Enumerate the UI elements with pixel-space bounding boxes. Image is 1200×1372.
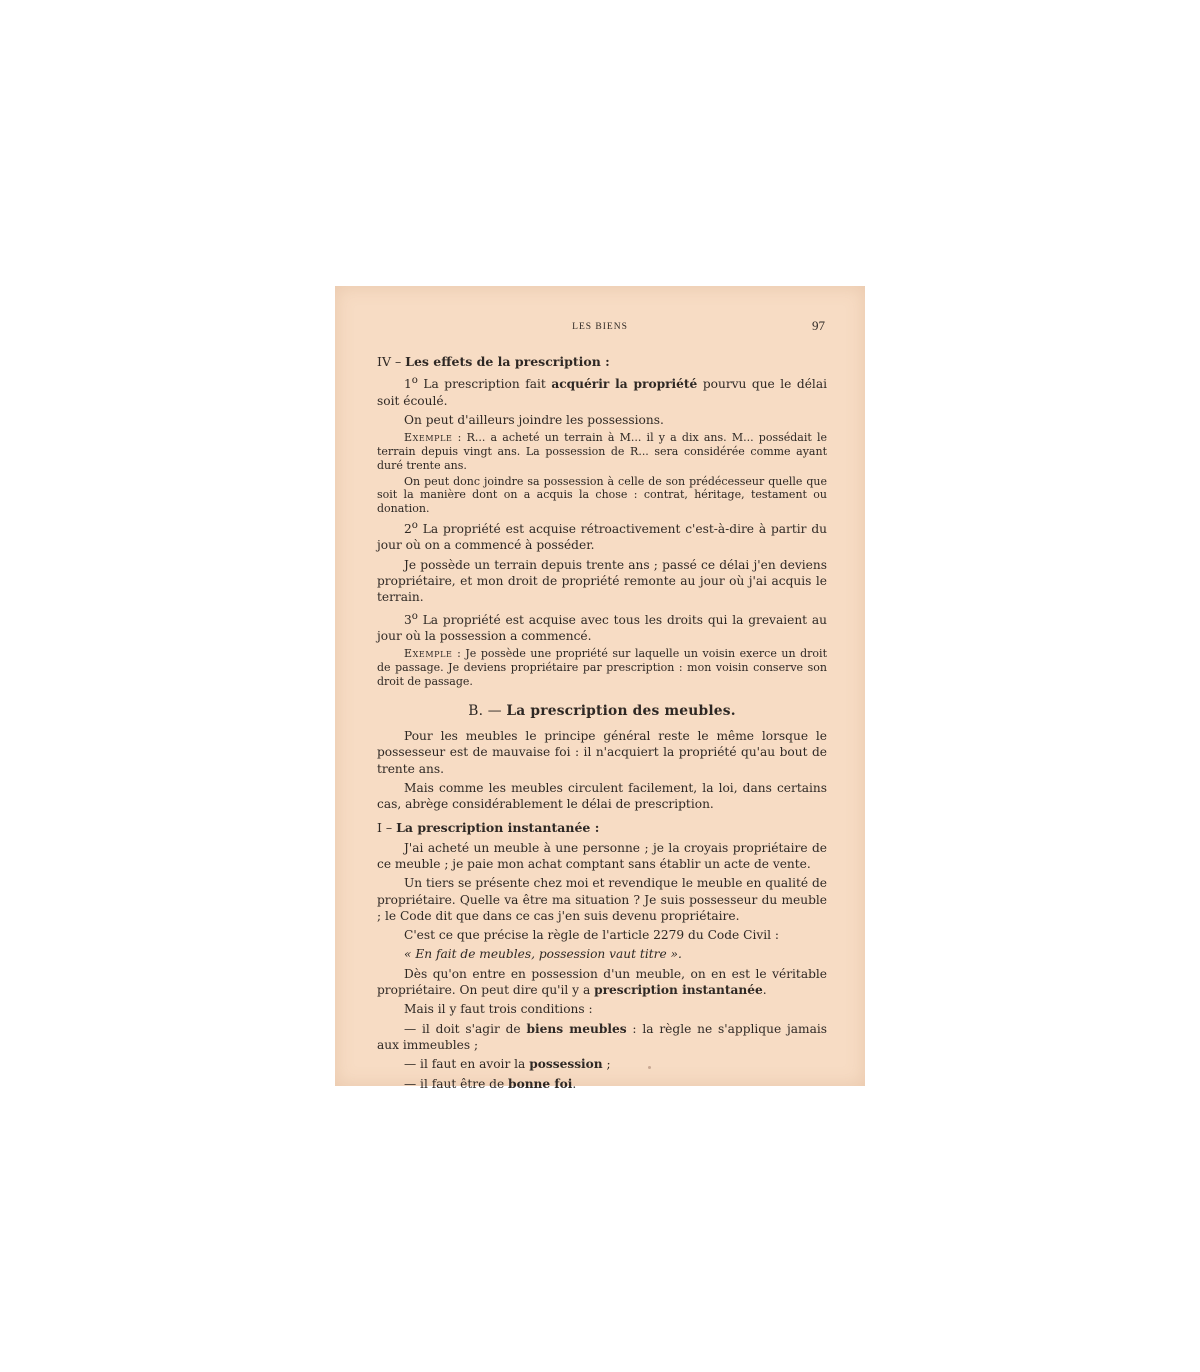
book-page — [335, 286, 865, 1091]
condition-item: — il faut être de bonne foi. — [404, 1076, 577, 1091]
paragraph: On peut d'ailleurs joindre les possessions. — [404, 412, 664, 427]
paragraph: 3$^o$ La propriété est acquise avec tous les droits qui la grevaient au jour où la possession a commencé. — [377, 610, 827, 643]
condition-item: — il faut en avoir la possession ; — [404, 1057, 611, 1072]
example-paragraph: Exemple : Je possède une propriété sur laquelle un voisin exerce un droit de passage. Je deviens propriétaire par prescription : mon voisin conserve son droit de passage. — [377, 647, 827, 688]
page-body — [377, 354, 827, 1095]
paragraph: Mais il y faut trois conditions : — [404, 1002, 593, 1017]
paragraph: Dès qu'on entre en possession d'un meuble, on en est le véritable propriétaire. On peut dire qu'il y a prescription instantanée. — [377, 966, 827, 998]
section-i-heading: I – La prescription instantanée : — [377, 820, 600, 836]
paragraph: Je possède un terrain depuis trente ans ; passé ce délai j'en deviens propriétaire, et mon droit de propriété remonte au jour où j'ai acquis le terrain. — [377, 557, 827, 605]
paragraph: 1$^o$ La prescription fait acquérir la propriété pourvu que le délai soit écoulé. — [377, 375, 827, 408]
paragraph: 2$^o$ La propriété est acquise rétroactivement c'est-à-dire à partir du jour où on a commencé à posséder. — [377, 520, 827, 553]
paragraph: Pour les meubles le principe général reste le même lorsque le possesseur est de mauvaise foi : il n'acquiert la propriété qu'au bout de trente ans. — [377, 728, 827, 776]
section-iv-heading: IV – Les effets de la prescription : — [377, 354, 610, 369]
page-number: 97 — [812, 318, 825, 333]
section-b-heading: B. — La prescription des meubles. — [468, 702, 736, 719]
condition-item: — il doit s'agir de biens meubles : la règle ne s'applique jamais aux immeubles ; — [377, 1021, 828, 1052]
paper-spot — [648, 1066, 651, 1069]
running-title: LES BIENS — [572, 322, 628, 332]
example-paragraph: Exemple : R... a acheté un terrain à M... il y a dix ans. M... possédait le terrain depuis vingt ans. La possession de R... sera considérée comme ayant duré trente ans. — [377, 431, 827, 472]
paragraph: J'ai acheté un meuble à une personne ; je la croyais propriétaire de ce meuble ; je paie mon achat comptant sans établir un acte de vente. — [377, 840, 827, 871]
example-note: On peut donc joindre sa possession à celle de son prédécesseur quelle que soit la manière dont on a acquis la chose : contrat, héritage, testament ou donation. — [377, 474, 827, 516]
paragraph: Un tiers se présente chez moi et revendique le meuble en qualité de propriétaire. Quelle va être ma situation ? Je suis possesseur du meuble ; le Code dit que dans ce cas j'en suis devenu propriétaire. — [377, 876, 827, 923]
article-quote: « En fait de meubles, possession vaut titre ». — [404, 947, 682, 962]
paragraph: Mais comme les meubles circulent facilement, la loi, dans certains cas, abrège considérablement le délai de prescription. — [377, 780, 827, 812]
paragraph: C'est ce que précise la règle de l'article 2279 du Code Civil : — [404, 928, 780, 943]
